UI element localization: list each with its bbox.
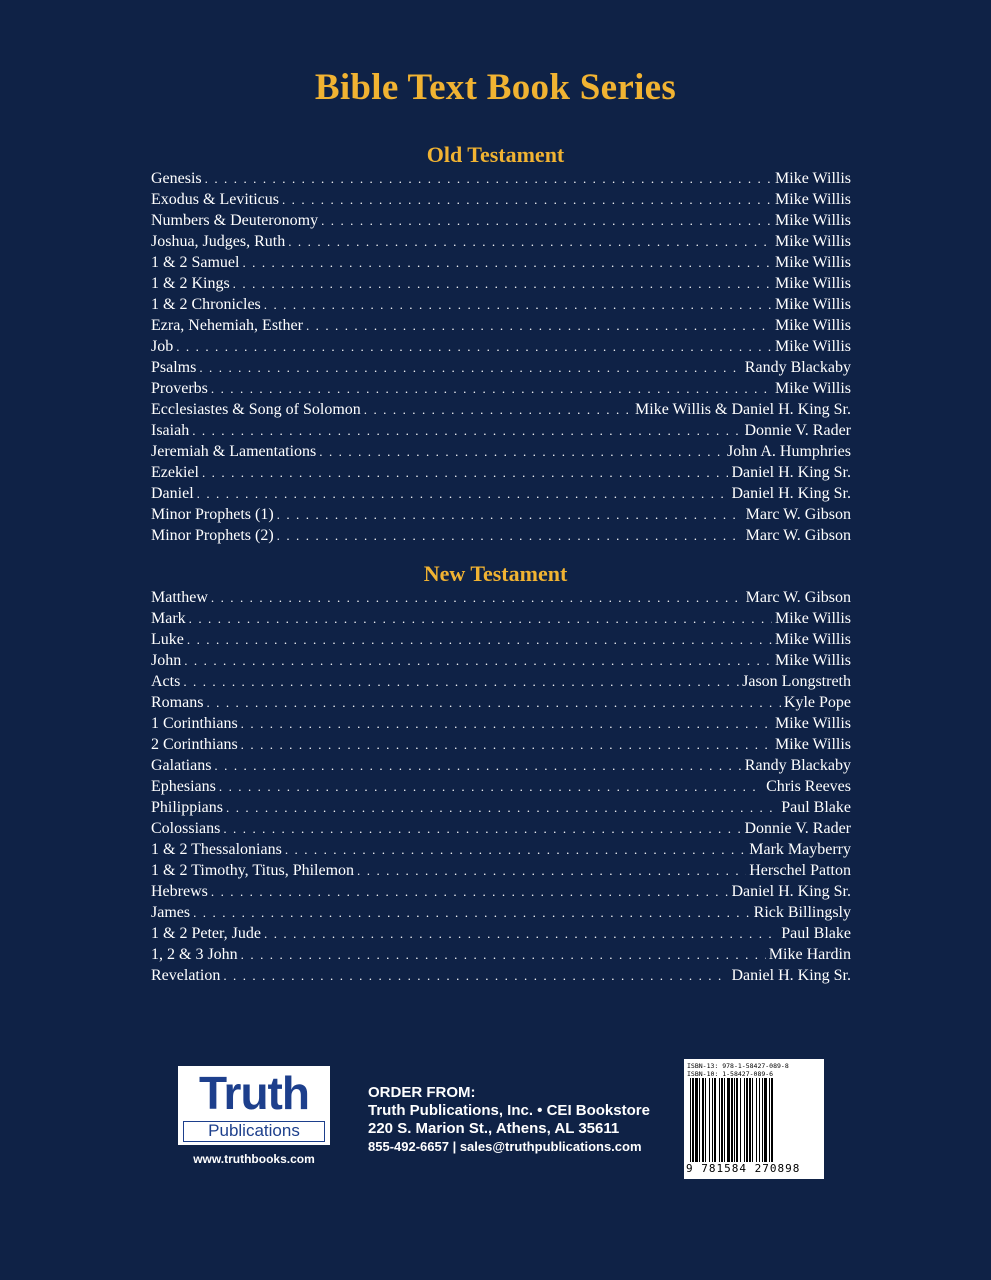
barcode-bar (699, 1078, 700, 1162)
new-testament-entry (151, 860, 851, 881)
book-title: Ezra, Nehemiah, Esther (151, 317, 303, 334)
book-title: 1 & 2 Chronicles (151, 296, 261, 313)
truth-publications-logo (178, 1066, 330, 1145)
dot-leader (214, 755, 741, 776)
book-author: Mike Willis (775, 254, 851, 271)
logo-wordmark: Truth (199, 1067, 309, 1119)
book-title: Ezekiel (151, 464, 199, 481)
new-testament-entry (151, 671, 851, 692)
book-title: 1 & 2 Kings (151, 275, 230, 292)
barcode-bar (727, 1078, 730, 1162)
publisher-website: www.truthbooks.com (193, 1152, 315, 1166)
barcode-bar (771, 1078, 773, 1162)
barcode-bar (769, 1078, 770, 1162)
book-author: Mike Willis (775, 631, 851, 648)
new-testament-entry (151, 692, 851, 713)
dot-leader (199, 357, 741, 378)
isbn13-label: ISBN-13: 978-1-58427-089-8 (687, 1062, 789, 1070)
new-testament-entry (151, 629, 851, 650)
dot-leader (187, 629, 772, 650)
book-title: Minor Prophets (2) (151, 527, 274, 544)
old-testament-entry (151, 441, 851, 462)
old-testament-entry (151, 504, 851, 525)
barcode-bar (762, 1078, 763, 1162)
book-author: Daniel H. King Sr. (731, 464, 851, 481)
new-testament-entry (151, 587, 851, 608)
dot-leader (226, 797, 778, 818)
book-author: Herschel Patton (749, 862, 851, 879)
book-author: Chris Reeves (766, 778, 851, 795)
dot-leader (183, 671, 739, 692)
dot-leader (176, 336, 772, 357)
book-author: Mike Willis (775, 233, 851, 250)
book-author: Mike Willis (775, 736, 851, 753)
old-testament-entry (151, 273, 851, 294)
book-title: Ecclesiastes & Song of Solomon (151, 401, 361, 418)
dot-leader (364, 399, 632, 420)
dot-leader (206, 692, 780, 713)
old-testament-entry (151, 399, 851, 420)
order-contact: 855-492-6657 | sales@truthpublications.com (368, 1139, 642, 1154)
book-author: Randy Blackaby (744, 359, 851, 376)
book-title: 1 & 2 Samuel (151, 254, 240, 271)
book-author: Mike Willis (775, 191, 851, 208)
book-author: Daniel H. King Sr. (731, 485, 851, 502)
dot-leader (233, 273, 772, 294)
barcode-bar (709, 1078, 710, 1162)
old-testament-entry (151, 189, 851, 210)
book-author: Randy Blackaby (744, 757, 851, 774)
book-author: Daniel H. King Sr. (731, 967, 851, 984)
old-testament-entry (151, 252, 851, 273)
old-testament-entry (151, 420, 851, 441)
book-title: Revelation (151, 967, 221, 984)
old-testament-entry (151, 462, 851, 483)
dot-leader (202, 462, 728, 483)
book-author: Mike Willis & Daniel H. King Sr. (635, 401, 851, 418)
dot-leader (242, 252, 772, 273)
dot-leader (288, 231, 772, 252)
book-author: Mike Willis (775, 317, 851, 334)
dot-leader (197, 483, 729, 504)
book-author: John A. Humphries (727, 443, 851, 460)
book-author: Marc W. Gibson (745, 527, 851, 544)
dot-leader (189, 608, 772, 629)
barcode-bars (690, 1078, 818, 1162)
page-title: Bible Text Book Series (314, 67, 677, 108)
barcode-bar (702, 1078, 704, 1162)
book-title: James (151, 904, 191, 921)
new-testament-entry (151, 818, 851, 839)
new-testament-entry (151, 734, 851, 755)
book-title: Colossians (151, 820, 221, 837)
dot-leader (211, 881, 729, 902)
order-address: 220 S. Marion St., Athens, AL 35611 (368, 1120, 620, 1137)
book-title: Genesis (151, 170, 202, 187)
barcode-bar (752, 1078, 753, 1162)
barcode-digits: 9 781584 270898 (686, 1162, 801, 1175)
book-title: Ephesians (151, 778, 216, 795)
barcode-bar (724, 1078, 725, 1162)
barcode-bar (744, 1078, 745, 1162)
barcode-bar (740, 1078, 741, 1162)
dot-leader (184, 650, 772, 671)
old-testament-entry (151, 525, 851, 546)
dot-leader (264, 923, 778, 944)
book-title: Romans (151, 694, 204, 711)
new-testament-entry (151, 776, 851, 797)
book-title: Proverbs (151, 380, 208, 397)
book-title: 1 & 2 Peter, Jude (151, 925, 262, 942)
order-heading: ORDER FROM: (368, 1084, 476, 1101)
book-title: Exodus & Leviticus (151, 191, 279, 208)
book-title: Isaiah (151, 422, 190, 439)
old-testament-entry (151, 168, 851, 189)
barcode-bar (695, 1078, 698, 1162)
isbn10-label: ISBN-10: 1-58427-089-6 (687, 1070, 774, 1078)
barcode-bar (756, 1078, 757, 1162)
book-title: 2 Corinthians (151, 736, 238, 753)
book-title: Galatians (151, 757, 212, 774)
book-title: Job (151, 338, 174, 355)
new-testament-entry (151, 944, 851, 965)
book-title: 1, 2 & 3 John (151, 946, 238, 963)
book-title: John (151, 652, 182, 669)
new-testament-heading: New Testament (423, 561, 568, 586)
book-author: Mike Willis (775, 170, 851, 187)
new-testament-list (151, 587, 851, 986)
new-testament-entry (151, 713, 851, 734)
dot-leader (192, 420, 741, 441)
new-testament-entry (151, 797, 851, 818)
book-title: Acts (151, 673, 181, 690)
barcode-bar (712, 1078, 713, 1162)
book-title: 1 & 2 Thessalonians (151, 841, 282, 858)
dot-leader (282, 189, 772, 210)
barcode-bar (749, 1078, 751, 1162)
barcode-bar (734, 1078, 735, 1162)
new-testament-entry (151, 650, 851, 671)
book-author: Jason Longstreth (742, 673, 851, 690)
book-author: Mike Willis (775, 380, 851, 397)
book-author: Daniel H. King Sr. (731, 883, 851, 900)
book-author: Mike Willis (775, 212, 851, 229)
logo-subtitle: Publications (183, 1121, 325, 1142)
barcode-bar (719, 1078, 720, 1162)
old-testament-entry (151, 336, 851, 357)
book-title: Joshua, Judges, Ruth (151, 233, 286, 250)
dot-leader (277, 525, 743, 546)
new-testament-entry (151, 902, 851, 923)
dot-leader (241, 734, 772, 755)
new-testament-entry (151, 881, 851, 902)
book-title: 1 & 2 Timothy, Titus, Philemon (151, 862, 355, 879)
dot-leader (211, 587, 743, 608)
book-title: Mark (151, 610, 186, 627)
old-testament-entry (151, 231, 851, 252)
book-author: Mike Willis (775, 715, 851, 732)
book-author: Mike Willis (775, 275, 851, 292)
old-testament-list (151, 168, 851, 546)
dot-leader (241, 944, 766, 965)
dot-leader (357, 860, 746, 881)
order-company: Truth Publications, Inc. • CEI Bookstore (368, 1102, 650, 1119)
barcode-bar (690, 1078, 691, 1162)
new-testament-entry (151, 923, 851, 944)
barcode-bar (746, 1078, 748, 1162)
barcode-bar (692, 1078, 694, 1162)
isbn-barcode (684, 1059, 824, 1179)
book-author: Marc W. Gibson (745, 589, 851, 606)
book-title: Psalms (151, 359, 197, 376)
old-testament-entry (151, 315, 851, 336)
book-author: Paul Blake (781, 799, 851, 816)
book-author: Mike Willis (775, 652, 851, 669)
book-author: Mike Willis (775, 296, 851, 313)
book-title: Matthew (151, 589, 208, 606)
old-testament-entry (151, 294, 851, 315)
book-title: Daniel (151, 485, 194, 502)
new-testament-entry (151, 965, 851, 986)
book-author: Mike Hardin (768, 946, 851, 963)
dot-leader (285, 839, 746, 860)
book-title: Minor Prophets (1) (151, 506, 274, 523)
old-testament-entry (151, 357, 851, 378)
dot-leader (241, 713, 772, 734)
book-author: Donnie V. Rader (744, 820, 851, 837)
dot-leader (223, 965, 728, 986)
book-title: Jeremiah & Lamentations (151, 443, 317, 460)
dot-leader (264, 294, 772, 315)
book-author: Marc W. Gibson (745, 506, 851, 523)
old-testament-heading: Old Testament (426, 142, 565, 167)
dot-leader (306, 315, 772, 336)
barcode-bar (705, 1078, 706, 1162)
dot-leader (319, 441, 724, 462)
barcode-bar (731, 1078, 733, 1162)
barcode-bar (714, 1078, 716, 1162)
new-testament-entry (151, 839, 851, 860)
book-author: Mark Mayberry (749, 841, 851, 858)
book-title: Numbers & Deuteronomy (151, 212, 319, 229)
dot-leader (223, 818, 741, 839)
dot-leader (321, 210, 772, 231)
book-author: Kyle Pope (783, 694, 851, 711)
dot-leader (211, 378, 772, 399)
book-title: Hebrews (151, 883, 208, 900)
dot-leader (193, 902, 751, 923)
book-author: Donnie V. Rader (744, 422, 851, 439)
dot-leader (219, 776, 763, 797)
book-author: Rick Billingsly (753, 904, 851, 921)
old-testament-entry (151, 210, 851, 231)
book-title: Luke (151, 631, 184, 648)
book-author: Mike Willis (775, 338, 851, 355)
book-author: Paul Blake (781, 925, 851, 942)
book-title: 1 Corinthians (151, 715, 238, 732)
new-testament-entry (151, 755, 851, 776)
barcode-bar (736, 1078, 738, 1162)
book-author: Mike Willis (775, 610, 851, 627)
old-testament-entry (151, 378, 851, 399)
barcode-bar (721, 1078, 723, 1162)
order-info (368, 1084, 650, 1156)
dot-leader (205, 168, 772, 189)
old-testament-entry (151, 483, 851, 504)
barcode-bar (764, 1078, 767, 1162)
book-title: Philippians (151, 799, 224, 816)
dot-leader (277, 504, 743, 525)
barcode-bar (759, 1078, 760, 1162)
new-testament-entry (151, 608, 851, 629)
